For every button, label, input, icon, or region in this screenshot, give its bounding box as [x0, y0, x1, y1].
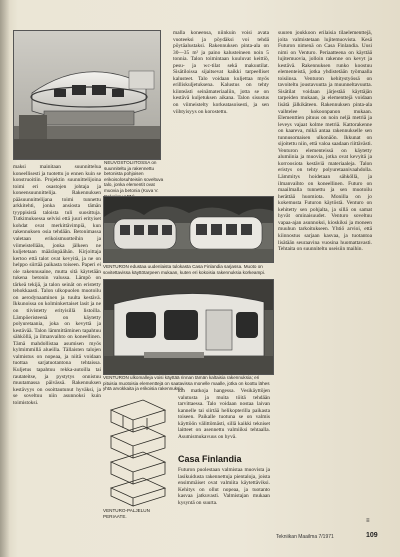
venturo-buildings-image [104, 197, 273, 262]
venturo-drawing [103, 396, 173, 522]
middle-photo [103, 196, 274, 263]
binding-shadow [0, 0, 10, 557]
lower-photo-caption: VENTURON ulkomalleja voisi käyttää rinnan tämän kaltaisia rakennuksia; eri pituisia muotoisia elementtejä on saatavissa monelle maalle, jotka on koottu lähes yhtä arvokkaita ja erikoisia rakennuksia. [103, 375, 270, 392]
top-photo-caption: NEUVOSTOLIITOSSA on suunniteltu ja rakennettu betonista pohjoisen erikoisolosuhteisiin soveltuva talo, jonka elementit ovat muovia ja betonia (Kuva V. [104, 160, 164, 193]
footer-magazine-name: Tekniikan Maailma 7/1971 [276, 534, 334, 540]
text-column-3 [278, 30, 372, 528]
column-2-mid-body: kin matkoja hangessa. Vesikäyttöjen valutusta ja muita töitä tehdään tarvittaessa. Talo voidaan nostaa laivan kannelle tai siirtää helikopterilla paikasta toiseen. Paikalle tuotuna se on valmis käyttöön välittömästi, sillä kaikki tekniset laitteet on asennettu valmiiksi tehtaalla. Asumismukavuus on hyvä. [178, 388, 270, 440]
venturo-module-closeup-image [104, 280, 273, 374]
top-photo [13, 30, 161, 160]
text-column-2-bottom [178, 467, 270, 527]
end-mark: ≡ [366, 518, 370, 524]
column-3-body: suuren joukkoon erilaisia tilaelementtejä, joita valmistetaan lujitemuovista. Kesä Futuron nimenä on Casa Finlandia. Uusi nimi on Venturo. Periaatteena on käyttää lujitemuovia, jolloin rakenne on kevyt ja kestävä. Rakennuksen runko koostuu elementeistä, jotka yhdistetään työmaalla toisiinsa. Venturon kehitystyössä on tavoiteltu joustavuutta ja muunneltavuutta. Sisätilat voidaan järjestää käyttäjän tarpeiden mukaan, ja elementtejä voidaan lisätä jälkikäteen. Rakennuksen pinta-ala vaihtelee kokoonpanon mukaan. Elementtien pituus on noin neljä metriä ja leveys vajaat kolme metriä. Kattorakenne on kaareva, mikä antaa rakennukselle sen tunnusomaisen ulkonäön. Ikkunat on sijoitettu niin, että valoa saadaan riittävästi. Venturon elementeissä on käytetty alumiinia ja muovia, jotka ovat kevyitä ja korroosiota kestäviä materiaaleja. Talon eristys on tehty polyuretaanivaahdolla. Lämmitys hoidetaan sähköllä, ja ilmanvaihto on koneellinen. Futuro on maailmalla tunnettu ja sen muotoilu herättää huomiota. Monilla on jo kokemusta Futuron käytöstä. Venturo on kehitetty sen pohjalta, ja sillä on samat hyvät ominaisuudet. Venturo soveltuu vapaa-ajan asunnoksi, kioskiksi ja moneen muuhun tarkoitukseen. Yhtiö arvioi, että kiinnostus sarjaan kasvaa, ja tuotantoa lisätään seuraavina vuosina huomattavasti. Tehtaita on suunniteltu useisiin maihin. [278, 30, 372, 253]
drawing-caption: VENTURO-PALJELUN PERIAATE. [103, 508, 150, 519]
venturo-assembly-diagram [103, 396, 173, 508]
text-column-1 [13, 164, 101, 528]
column-2-top-body: malla koneensa, niinkuin voisi avata vuoteeksi ja pöydäksi voi tehdä pöytäalustaksi. Rakennuksen pinta-ala on 30—35 m² ja paino kalusteineen noin 5 tonnia. Talon toimintaan kuuluvat keittiö, pesu- ja wc-tilat sekä makuutilat. Sisätiloissa sijaitsevat kaikki tarpeelliset kalusteet. Talo voidaan kuljettaa myös erilliskuljetuksena. Kalustus on tehty kiinteästi seinämateriaaliin, jotta se on kestävä kuljetuksen aikana. Talon sisustus on viimeistelty korkeatasoisesti, ja sen viihtyisyys on korostettu. [173, 30, 269, 115]
middle-photo-caption: VENTURON edustaa uudenlaista tulokasta Casa Finlandia sarjassa. Muoto on sovitettavissa käyttötarpeen mukaan, kuten eri kokoisia rakennuksia korkeampi. [103, 264, 266, 275]
column-1-body: maksi mainitaan suunnittelua koneellisesti ja tuotettu jo ennen kuin se konstruoitiin. Projektin suunnittelijoina toimi eri osastojen johtaja ja koneensuunnittelija. Rakennuksen pääsuunnittelijana toimi tunnettu arkkitehti, jonka ansiosta tämän tyyppisistä taloista tuli suosittuja. Tutkimuksessa selvisi että juuri erityiset kohdat ovat merkittävimpiä, kun rakennuksen osia tehdään. Betonimassa valetaan erikoismuotteihin ja viimeistellään, jonka jälkeen ne kuljetetaan määränpäähän. Kirjoittaja kertoo että talot ovat kevyitä, ja ne on helppo siirtää paikasta toiseen. Paperi ei ole rakennusaine, mutta sitä käytetään tukena betonin valussa. Lämpö on tärkeä tekijä, ja talon seinät on eristetty tehokkaasti. Talon ulkopuolen muotoilu on aerodynaaminen ja tuulta kestävä. Ikkunoissa on kolminkertaiset lasit ja ne on tiivistetty erityisillä listoilla. Lämpöeristeenä on käytetty polyuretaania, joka on kevyttä ja kestävää. Talon lämmittäminen tapahtuu sähköllä, ja ilmanvaihto on koneellinen. Tämä mahdollistaa asumisen myös kylmimmillä alueilla. Tällaisten talojen valmistus on nopeaa, ja niitä voidaan tuottaa sarjatuotantona tehtaissa. Kuljetus tapahtuu rekka-autoilla tai rautateitse, ja pystytys onnistuu muutamassa päivässä. Rakennuksen kestävyys on osoittautunut hyväksi, ja se soveltuu niin asunnoksi kuin toimistoksi. [13, 164, 101, 406]
page-number: 109 [366, 532, 378, 539]
text-column-2-mid [178, 388, 270, 452]
futuristic-building-image [14, 31, 160, 159]
column-2-bottom-body: Futuron puolestaan valmistaa muovista ja lasikuidusta rakennettuja pientaloja, joista ensimmäiset ovat valmiita käytettäviksi. Kehitys on ollut nopeaa, ja tuotanto kasvaa jatkuvasti. Valmistajan mukaan kysyntä on suurta. [178, 467, 270, 506]
text-column-2-top [173, 30, 269, 190]
section-heading: Casa Finlandia [178, 454, 242, 464]
lower-photo [103, 279, 274, 375]
